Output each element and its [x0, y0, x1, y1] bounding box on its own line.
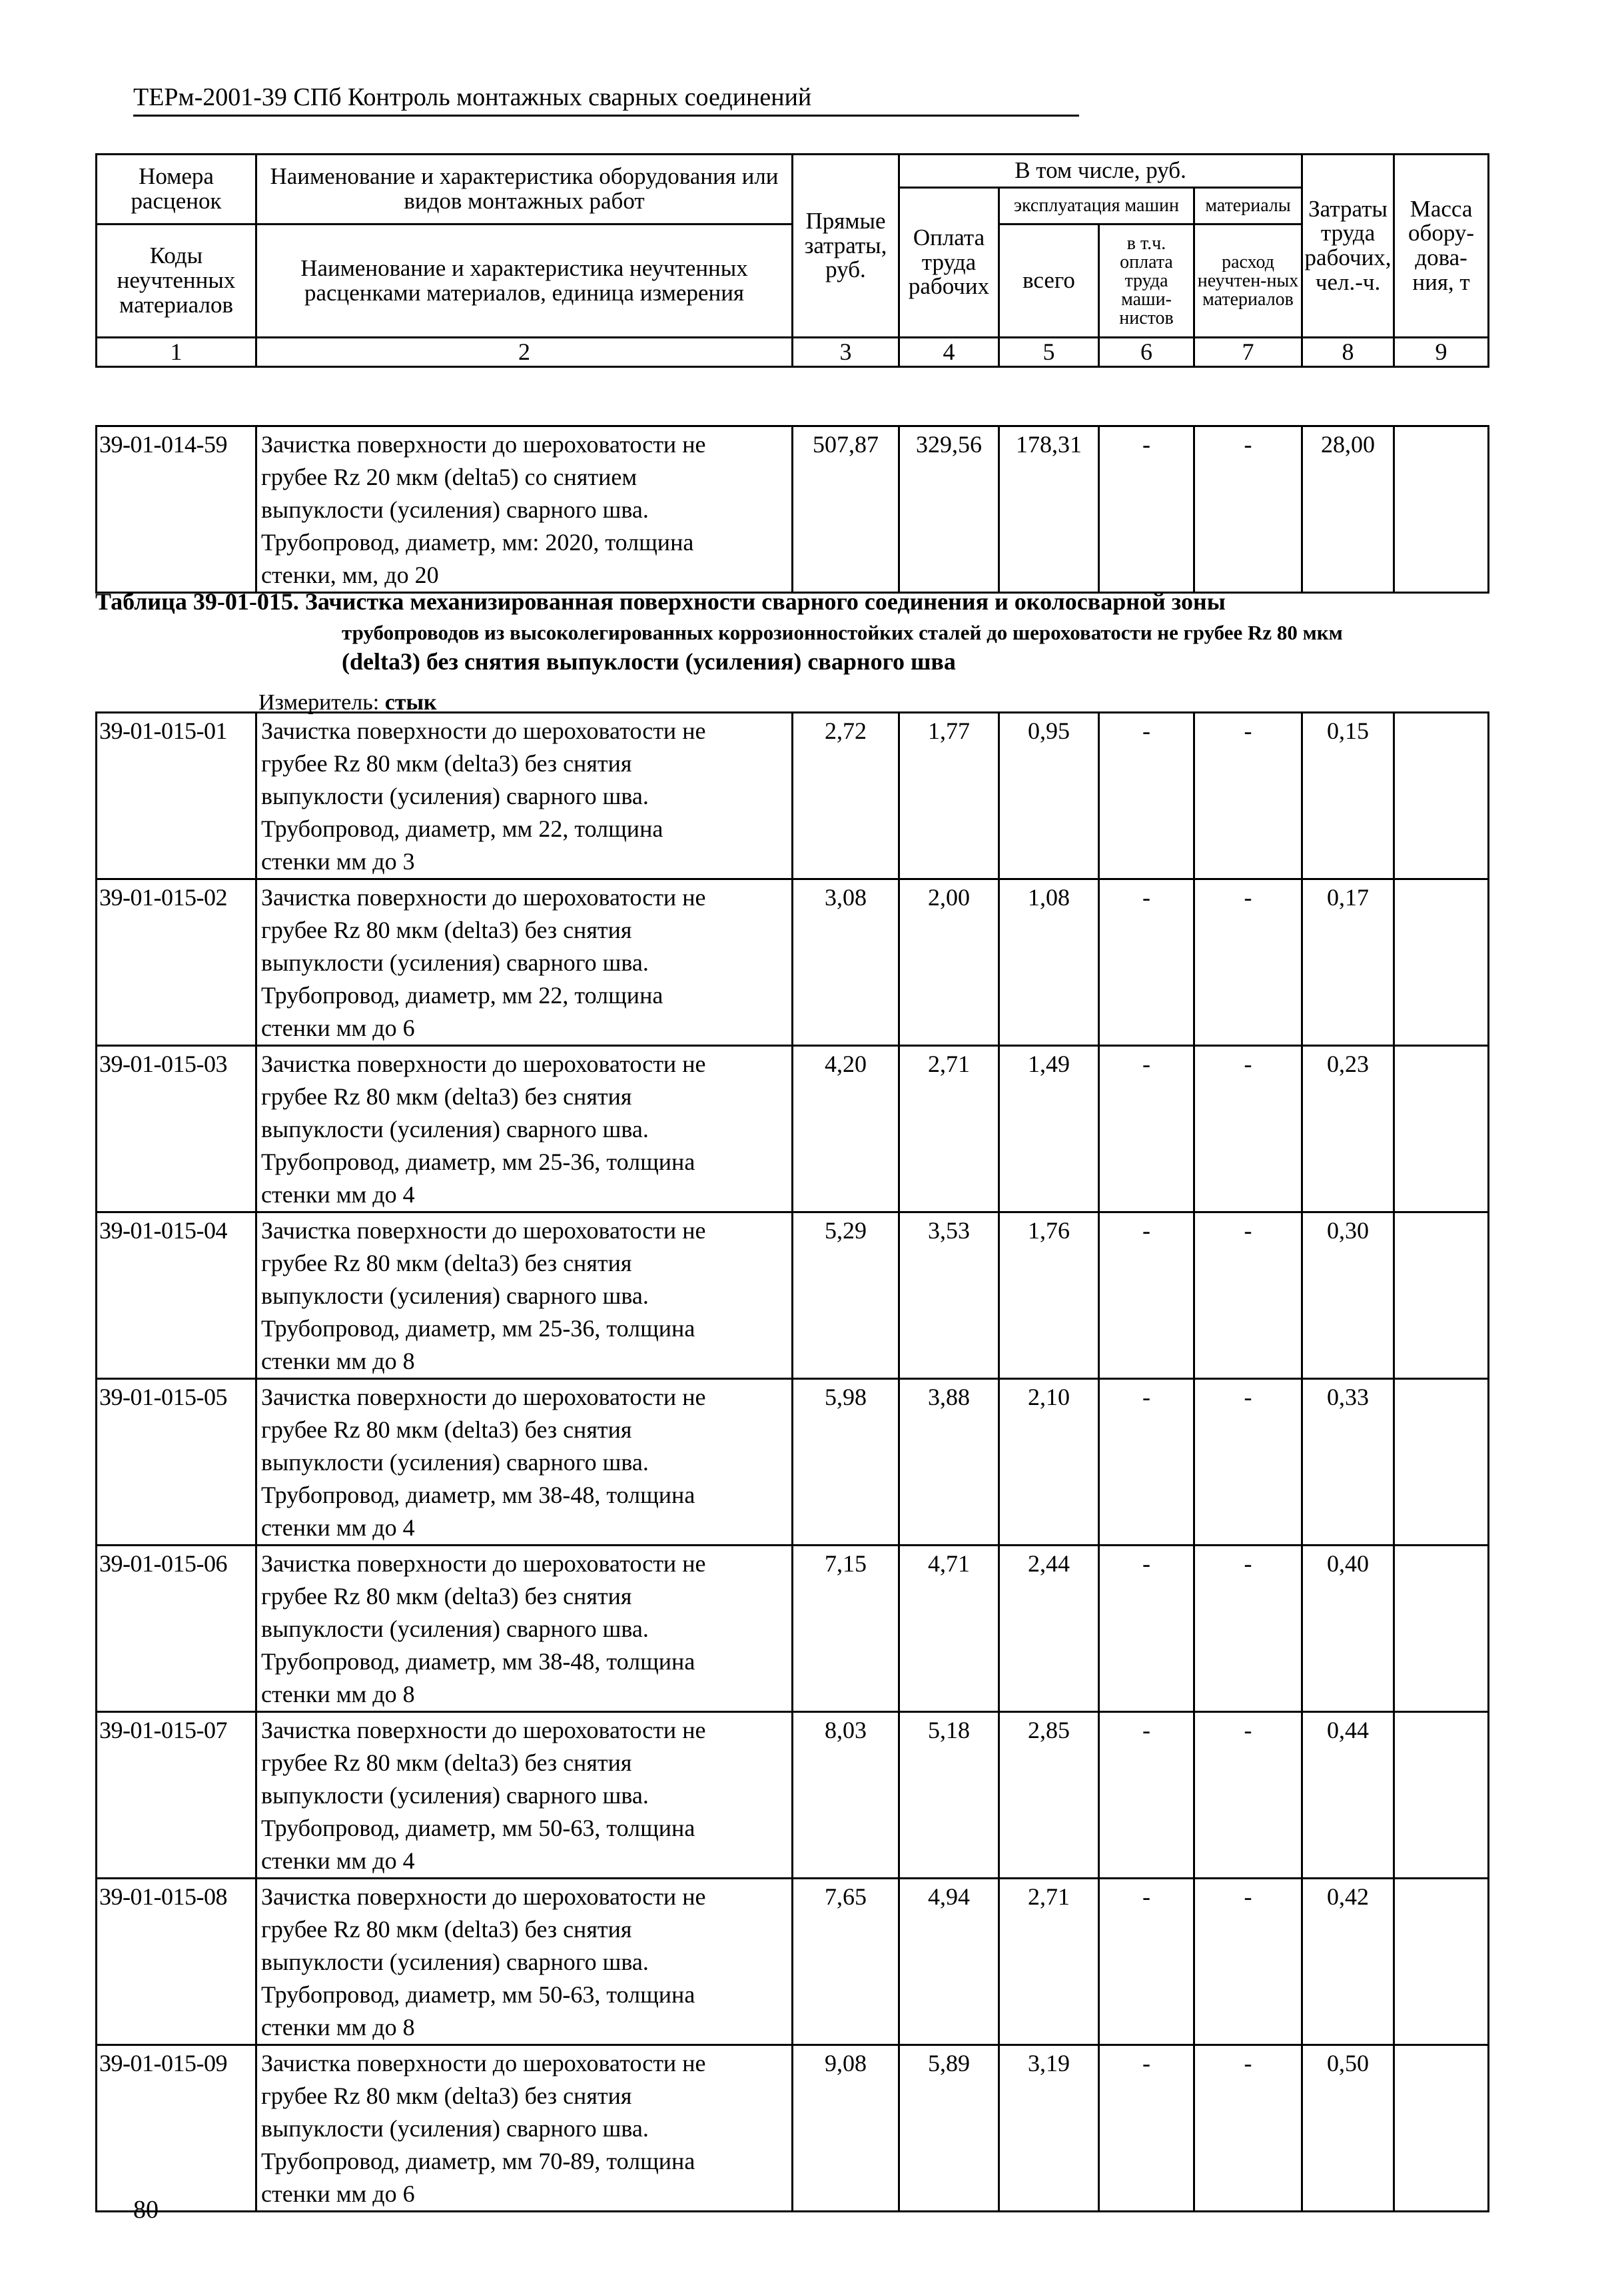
machines-total-cell: 1,76 [999, 1212, 1099, 1379]
mass-cell [1394, 713, 1489, 879]
machines-total-cell: 2,10 [999, 1379, 1099, 1546]
rates-table [95, 711, 1489, 2212]
description-line: грубее Rz 80 мкм (delta3) без снятия [261, 1583, 632, 1609]
rate-description [256, 1879, 793, 2045]
machines-total-cell: 2,71 [999, 1879, 1099, 2045]
mass-cell [1394, 1212, 1489, 1379]
header-col2-top: Наименование и характеристика оборудования или видов монтажных работ [256, 155, 793, 225]
caption-line: трубопроводов из высоколегированных коррозионностойких сталей до шероховатости не грубее Rz 80 мкм [342, 621, 1343, 644]
description-line: выпуклости (усиления) сварного шва. [261, 1282, 649, 1309]
labor-costs-cell: 0,40 [1302, 1546, 1394, 1712]
labor-costs-cell: 28,00 [1302, 426, 1394, 593]
table-row [97, 1879, 1489, 2045]
labor-costs-cell: 0,17 [1302, 879, 1394, 1046]
description-line: стенки мм до 8 [261, 2014, 415, 2041]
description-line: грубее Rz 80 мкм (delta3) без снятия [261, 1416, 632, 1443]
header-wages: Оплата труда рабочих [899, 188, 999, 338]
wages-cell: 3,88 [899, 1379, 999, 1546]
rate-code: 39-01-015-01 [97, 713, 256, 879]
description-line: Трубопровод, диаметр, мм 25-36, толщина [261, 1315, 695, 1342]
description-line: стенки мм до 4 [261, 1181, 415, 1208]
page-title: ТЕРм-2001-39 СПб Контроль монтажных сварных соединений [133, 83, 1079, 117]
labor-costs-cell: 0,30 [1302, 1212, 1394, 1379]
machines-total-cell: 0,95 [999, 713, 1099, 879]
header-machines: эксплуатация машин [999, 188, 1194, 225]
description-line: Зачистка поверхности до шероховатости не [261, 1217, 706, 1244]
description-line: Зачистка поверхности до шероховатости не [261, 1550, 706, 1577]
machinist-wages-cell: - [1099, 879, 1194, 1046]
mass-cell [1394, 879, 1489, 1046]
table-caption [95, 588, 1494, 676]
description-line: выпуклости (усиления) сварного шва. [261, 949, 649, 976]
mass-cell [1394, 1379, 1489, 1546]
caption-line: Таблица 39-01-015. Зачистка механизированная поверхности сварного соединения и околосварной зоны [95, 588, 1226, 615]
table-row [97, 1546, 1489, 1712]
description-line: выпуклости (усиления) сварного шва. [261, 2115, 649, 2142]
wages-cell: 2,00 [899, 879, 999, 1046]
description-line: Зачистка поверхности до шероховатости не [261, 1051, 706, 1077]
measure-label: Измеритель: [258, 690, 380, 715]
rate-description [256, 1379, 793, 1546]
direct-costs-cell: 8,03 [793, 1712, 899, 1879]
labor-costs-cell: 0,42 [1302, 1879, 1394, 2045]
table-row [97, 1046, 1489, 1212]
direct-costs-cell: 5,29 [793, 1212, 899, 1379]
machines-total-cell: 178,31 [999, 426, 1099, 593]
direct-costs-cell: 4,20 [793, 1046, 899, 1212]
rate-description [256, 1712, 793, 1879]
description-line: Трубопровод, диаметр, мм 22, толщина [261, 982, 663, 1009]
direct-costs-cell: 7,65 [793, 1879, 899, 2045]
table-row [97, 2045, 1489, 2212]
mass-cell [1394, 1546, 1489, 1712]
header-incl: В том числе, руб. [899, 155, 1302, 188]
direct-costs-cell: 507,87 [793, 426, 899, 593]
rate-description [256, 2045, 793, 2212]
description-line: грубее Rz 80 мкм (delta3) без снятия [261, 1250, 632, 1276]
material-usage-cell: - [1194, 1879, 1302, 2045]
rate-code: 39-01-015-09 [97, 2045, 256, 2212]
mass-cell [1394, 426, 1489, 593]
wages-cell: 4,71 [899, 1546, 999, 1712]
description-line: стенки мм до 4 [261, 1847, 415, 1874]
description-line: Трубопровод, диаметр, мм 50-63, толщина [261, 1815, 695, 1841]
machinist-wages-cell: - [1099, 1879, 1194, 2045]
description-line: выпуклости (усиления) сварного шва. [261, 496, 649, 523]
column-number: 3 [793, 338, 899, 367]
mass-cell [1394, 1879, 1489, 2045]
header-machinist-wages: в т.ч. оплата труда маши-нистов [1099, 225, 1194, 338]
machinist-wages-cell: - [1099, 2045, 1194, 2212]
header-labor-costs: Затраты труда рабочих, чел.-ч. [1302, 155, 1394, 338]
wages-cell: 329,56 [899, 426, 999, 593]
wages-cell: 3,53 [899, 1212, 999, 1379]
direct-costs-cell: 5,98 [793, 1379, 899, 1546]
description-line: Трубопровод, диаметр, мм 38-48, толщина [261, 1482, 695, 1508]
description-line: Трубопровод, диаметр, мм: 2020, толщина [261, 529, 694, 556]
column-number: 4 [899, 338, 999, 367]
wages-cell: 5,18 [899, 1712, 999, 1879]
description-line: грубее Rz 80 мкм (delta3) без снятия [261, 2082, 632, 2109]
machinist-wages-cell: - [1099, 713, 1194, 879]
rate-description [256, 426, 793, 593]
column-number: 2 [256, 338, 793, 367]
header-machines-total: всего [999, 225, 1099, 338]
description-line: грубее Rz 20 мкм (delta5) со снятием [261, 464, 637, 490]
rate-description [256, 879, 793, 1046]
header-col2-bottom: Наименование и характеристика неучтенных расценками материалов, единица измерения [256, 225, 793, 338]
machines-total-cell: 1,49 [999, 1046, 1099, 1212]
description-line: стенки мм до 6 [261, 2180, 415, 2207]
rate-description [256, 1046, 793, 1212]
material-usage-cell: - [1194, 1046, 1302, 1212]
rate-code: 39-01-015-02 [97, 879, 256, 1046]
description-line: выпуклости (усиления) сварного шва. [261, 1116, 649, 1143]
mass-cell [1394, 1046, 1489, 1212]
prev-rate-table [95, 425, 1489, 594]
material-usage-cell: - [1194, 1546, 1302, 1712]
labor-costs-cell: 0,33 [1302, 1379, 1394, 1546]
labor-costs-cell: 0,23 [1302, 1046, 1394, 1212]
header-col1-bottom: Коды неучтенных материалов [97, 225, 256, 338]
description-line: Трубопровод, диаметр, мм 22, толщина [261, 815, 663, 842]
material-usage-cell: - [1194, 426, 1302, 593]
machines-total-cell: 2,85 [999, 1712, 1099, 1879]
description-line: грубее Rz 80 мкм (delta3) без снятия [261, 1749, 632, 1776]
labor-costs-cell: 0,50 [1302, 2045, 1394, 2212]
rate-description [256, 713, 793, 879]
wages-cell: 1,77 [899, 713, 999, 879]
description-line: выпуклости (усиления) сварного шва. [261, 783, 649, 809]
header-materials: материалы [1194, 188, 1302, 225]
measure-value: стык [384, 690, 437, 715]
column-number: 5 [999, 338, 1099, 367]
machines-total-cell: 2,44 [999, 1546, 1099, 1712]
machinist-wages-cell: - [1099, 1712, 1194, 1879]
description-line: Зачистка поверхности до шероховатости не [261, 884, 706, 911]
description-line: выпуклости (усиления) сварного шва. [261, 1949, 649, 1975]
mass-cell [1394, 1712, 1489, 1879]
table-row [97, 713, 1489, 879]
wages-cell: 4,94 [899, 1879, 999, 2045]
description-line: выпуклости (усиления) сварного шва. [261, 1449, 649, 1476]
direct-costs-cell: 2,72 [793, 713, 899, 879]
description-line: выпуклости (усиления) сварного шва. [261, 1615, 649, 1642]
direct-costs-cell: 9,08 [793, 2045, 899, 2212]
labor-costs-cell: 0,15 [1302, 713, 1394, 879]
description-line: Зачистка поверхности до шероховатости не [261, 1717, 706, 1743]
rate-description [256, 1212, 793, 1379]
caption-line: (delta3) без снятия выпуклости (усиления) сварного шва [342, 648, 956, 675]
description-line: стенки мм до 3 [261, 848, 415, 875]
header-material-usage: расход неучтен-ных материалов [1194, 225, 1302, 338]
machinist-wages-cell: - [1099, 1546, 1194, 1712]
header-direct-costs: Прямые затраты, руб. [793, 155, 899, 338]
description-line: выпуклости (усиления) сварного шва. [261, 1782, 649, 1809]
description-line: стенки мм до 6 [261, 1015, 415, 1041]
rate-description [256, 1546, 793, 1712]
column-number: 7 [1194, 338, 1302, 367]
description-line: Зачистка поверхности до шероховатости не [261, 1384, 706, 1410]
rate-code: 39-01-015-07 [97, 1712, 256, 1879]
table-row [97, 1212, 1489, 1379]
direct-costs-cell: 3,08 [793, 879, 899, 1046]
header-col1-top: Номера расценок [97, 155, 256, 225]
machinist-wages-cell: - [1099, 426, 1194, 593]
page-number: 80 [133, 2196, 159, 2224]
machinist-wages-cell: - [1099, 1379, 1194, 1546]
machinist-wages-cell: - [1099, 1046, 1194, 1212]
column-number: 6 [1099, 338, 1194, 367]
column-number: 8 [1302, 338, 1394, 367]
direct-costs-cell: 7,15 [793, 1546, 899, 1712]
machines-total-cell: 3,19 [999, 2045, 1099, 2212]
description-line: грубее Rz 80 мкм (delta3) без снятия [261, 750, 632, 777]
description-line: грубее Rz 80 мкм (delta3) без снятия [261, 917, 632, 943]
material-usage-cell: - [1194, 713, 1302, 879]
rate-code: 39-01-015-05 [97, 1379, 256, 1546]
description-line: грубее Rz 80 мкм (delta3) без снятия [261, 1083, 632, 1110]
rate-code: 39-01-015-06 [97, 1546, 256, 1712]
table-row [97, 1379, 1489, 1546]
material-usage-cell: - [1194, 879, 1302, 1046]
description-line: стенки мм до 8 [261, 1681, 415, 1707]
table-row [97, 879, 1489, 1046]
rate-code: 39-01-015-04 [97, 1212, 256, 1379]
header-mass: Масса обору-дова-ния, т [1394, 155, 1489, 338]
table-row [97, 426, 1489, 593]
description-line: Трубопровод, диаметр, мм 25-36, толщина [261, 1148, 695, 1175]
description-line: Трубопровод, диаметр, мм 70-89, толщина [261, 2148, 695, 2174]
description-line: стенки мм до 8 [261, 1348, 415, 1374]
description-line: грубее Rz 80 мкм (delta3) без снятия [261, 1916, 632, 1943]
machines-total-cell: 1,08 [999, 879, 1099, 1046]
description-line: Трубопровод, диаметр, мм 50-63, толщина [261, 1981, 695, 2008]
column-number: 1 [97, 338, 256, 367]
rate-code: 39-01-014-59 [97, 426, 256, 593]
wages-cell: 2,71 [899, 1046, 999, 1212]
description-line: Зачистка поверхности до шероховатости не [261, 2050, 706, 2076]
machinist-wages-cell: - [1099, 1212, 1194, 1379]
wages-cell: 5,89 [899, 2045, 999, 2212]
table-row [97, 1712, 1489, 1879]
material-usage-cell: - [1194, 1379, 1302, 1546]
header-table [95, 153, 1489, 368]
rate-code: 39-01-015-08 [97, 1879, 256, 2045]
mass-cell [1394, 2045, 1489, 2212]
material-usage-cell: - [1194, 2045, 1302, 2212]
material-usage-cell: - [1194, 1712, 1302, 1879]
description-line: стенки мм до 4 [261, 1514, 415, 1541]
description-line: Трубопровод, диаметр, мм 38-48, толщина [261, 1648, 695, 1675]
material-usage-cell: - [1194, 1212, 1302, 1379]
rate-code: 39-01-015-03 [97, 1046, 256, 1212]
description-line: Зачистка поверхности до шероховатости не [261, 717, 706, 744]
description-line: стенки, мм, до 20 [261, 562, 439, 588]
labor-costs-cell: 0,44 [1302, 1712, 1394, 1879]
column-number: 9 [1394, 338, 1489, 367]
description-line: Зачистка поверхности до шероховатости не [261, 1883, 706, 1910]
description-line: Зачистка поверхности до шероховатости не [261, 431, 706, 458]
